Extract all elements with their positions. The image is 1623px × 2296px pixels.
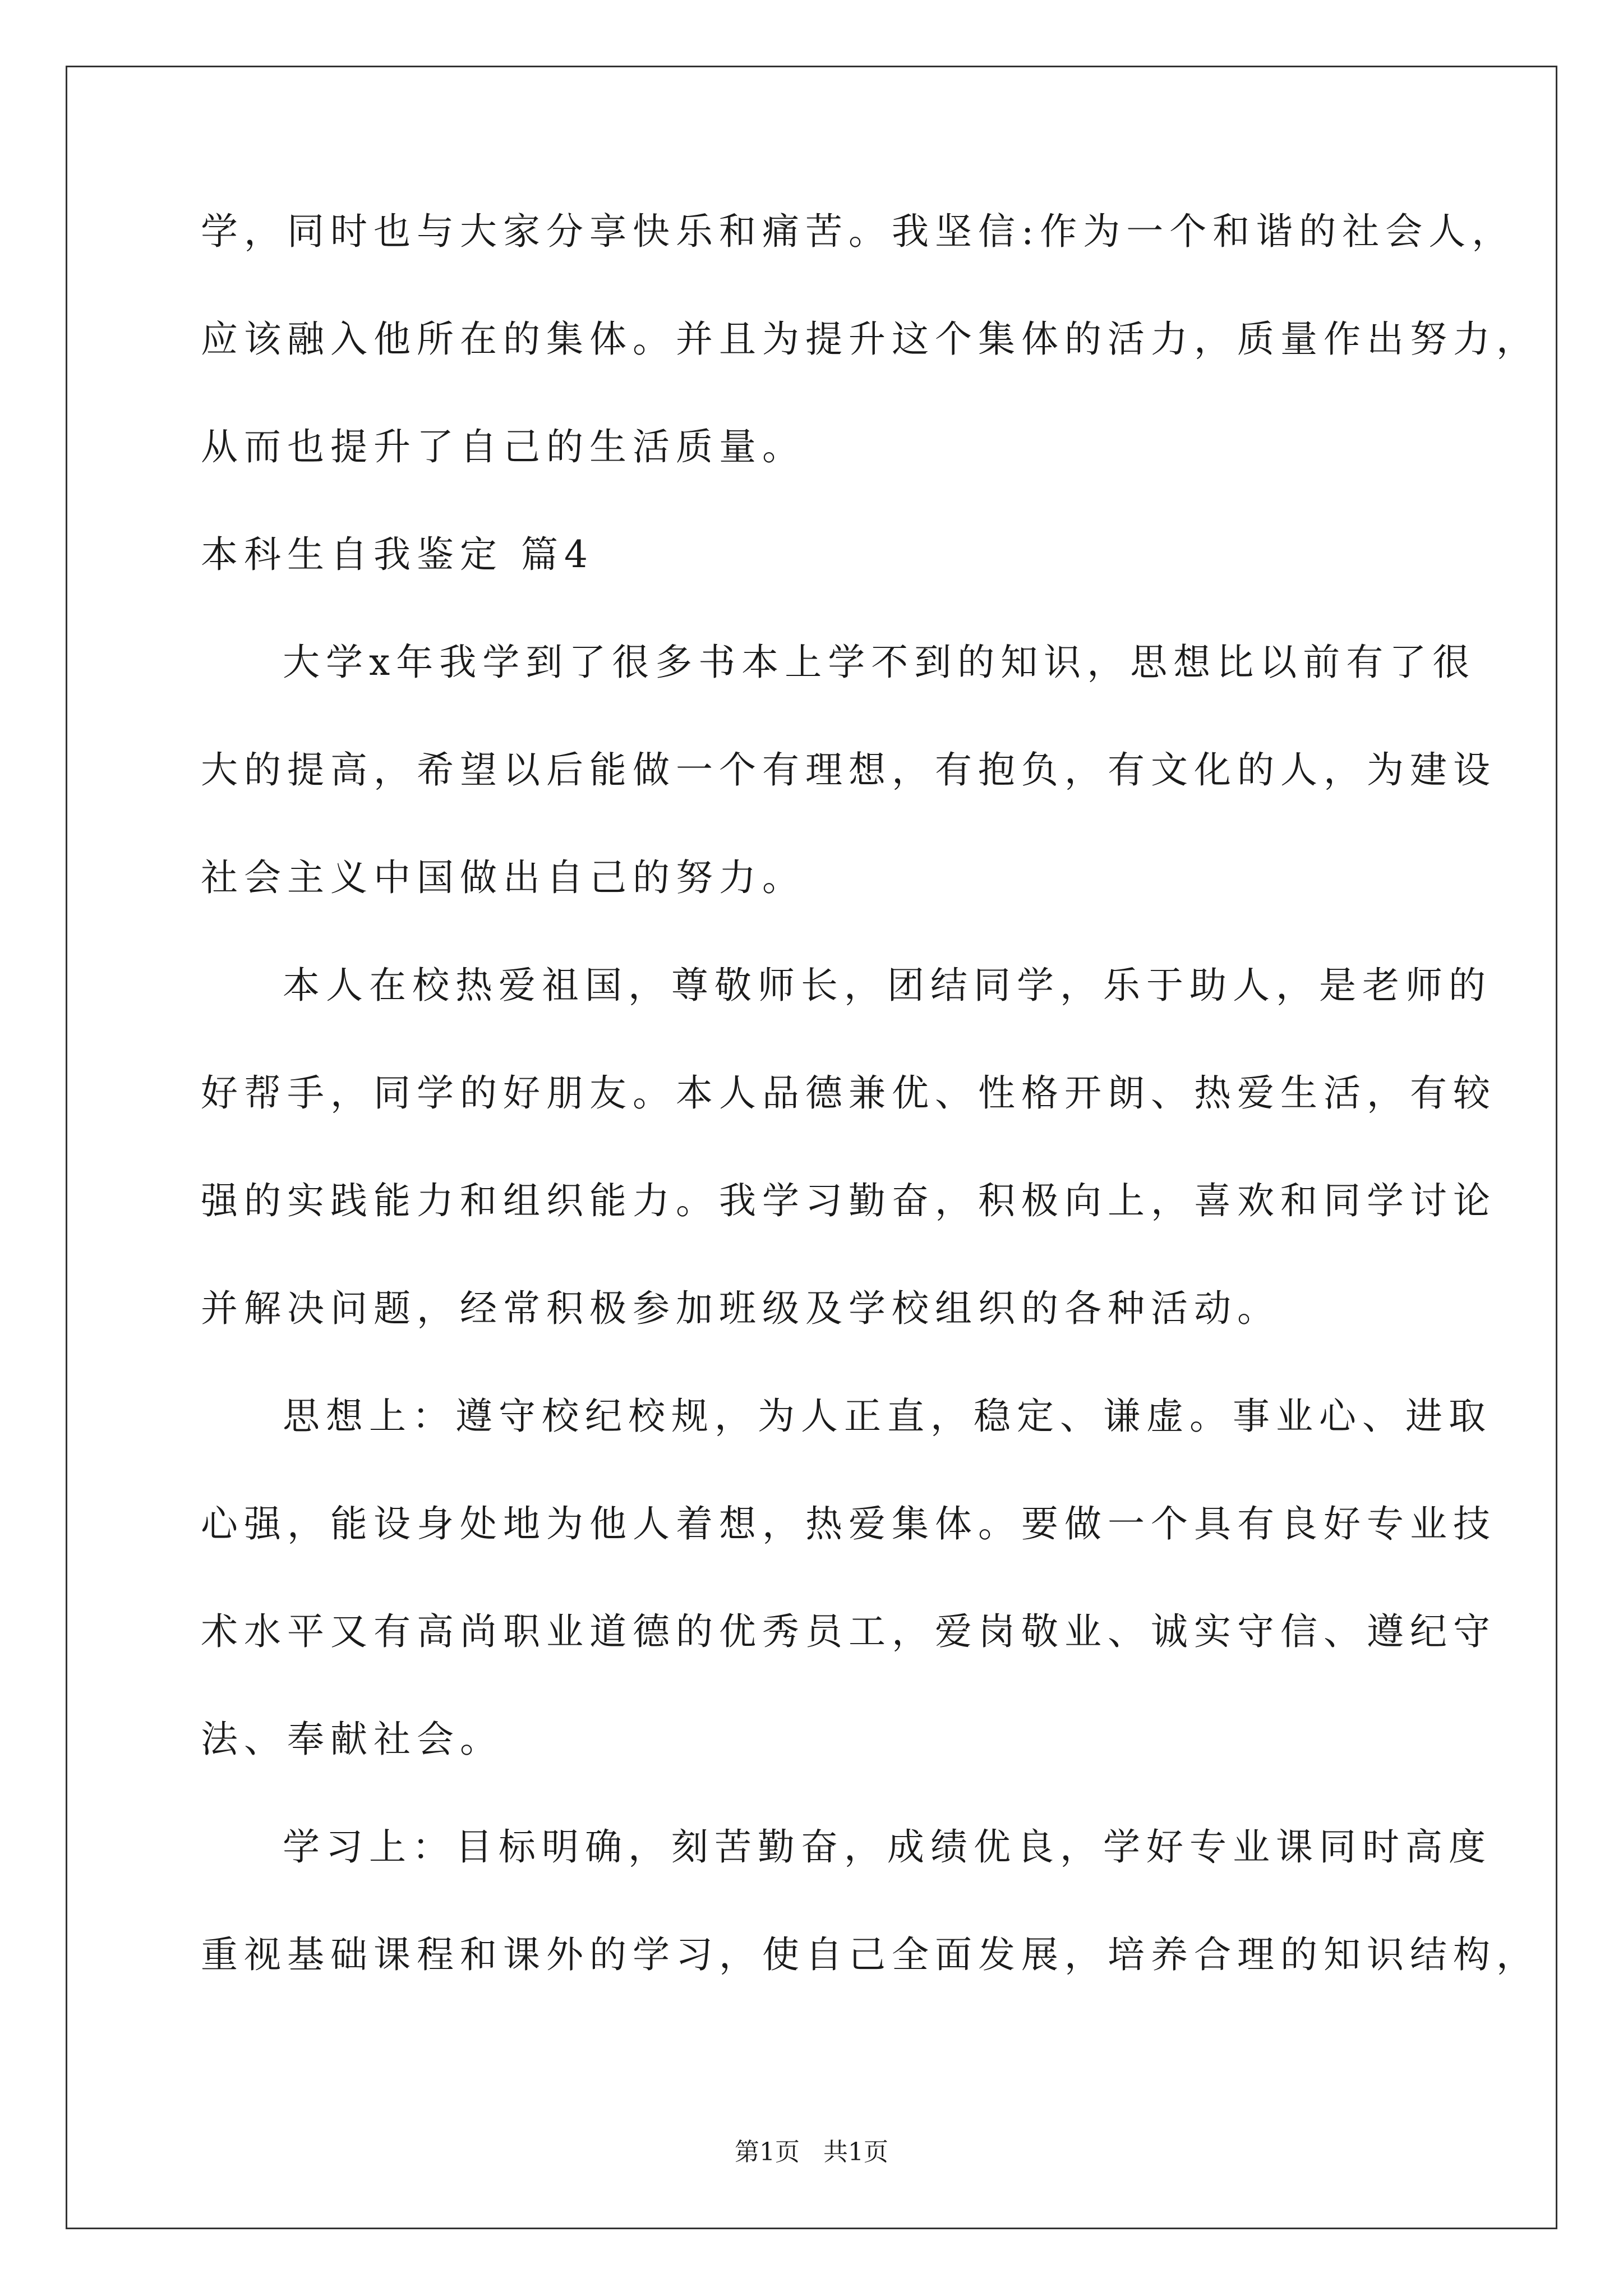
text-line: 强的实践能力和组织能力。我学习勤奋，积极向上，喜欢和同学讨论 bbox=[201, 1179, 1496, 1222]
page-current: 第1页 bbox=[735, 2138, 800, 2166]
page-border bbox=[66, 66, 1557, 2229]
text-line: 社会主义中国做出自己的努力。 bbox=[201, 856, 805, 899]
paragraph-first-line: 大学x年我学到了很多书本上学不到的知识，思想比以前有了很 bbox=[283, 641, 1476, 684]
paragraph-first-line: 本人在校热爱祖国，尊敬师长，团结同学，乐于助人，是老师的 bbox=[283, 964, 1492, 1007]
paragraph-first-line: 学习上：目标明确，刻苦勤奋，成绩优良，学好专业课同时高度 bbox=[283, 1825, 1492, 1869]
page-footer bbox=[0, 2132, 1623, 2168]
page-total: 共1页 bbox=[823, 2138, 888, 2166]
text-line: 从而也提升了自己的生活质量。 bbox=[201, 425, 805, 468]
section-heading: 本科生自我鉴定 篇4 bbox=[201, 533, 594, 576]
text-line: 法、奉献社会。 bbox=[201, 1718, 503, 1761]
text-line: 学，同时也与大家分享快乐和痛苦。我坚信:作为一个和谐的社会人， bbox=[201, 210, 1515, 253]
text-line: 重视基础课程和课外的学习，使自己全面发展，培养合理的知识结构， bbox=[201, 1933, 1539, 1976]
text-line: 大的提高，希望以后能做一个有理想，有抱负，有文化的人，为建设 bbox=[201, 748, 1496, 792]
paragraph-first-line: 思想上：遵守校纪校规，为人正直，稳定、谦虚。事业心、进取 bbox=[283, 1395, 1492, 1438]
text-line: 应该融入他所在的集体。并且为提升这个集体的活力，质量作出努力， bbox=[201, 318, 1539, 361]
text-line: 好帮手，同学的好朋友。本人品德兼优、性格开朗、热爱生活，有较 bbox=[201, 1071, 1496, 1115]
text-line: 心强，能设身处地为他人着想，热爱集体。要做一个具有良好专业技 bbox=[201, 1502, 1496, 1545]
text-line: 并解决问题，经常积极参加班级及学校组织的各种活动。 bbox=[201, 1287, 1280, 1330]
text-line: 术水平又有高尚职业道德的优秀员工，爱岗敬业、诚实守信、遵纪守 bbox=[201, 1610, 1496, 1653]
